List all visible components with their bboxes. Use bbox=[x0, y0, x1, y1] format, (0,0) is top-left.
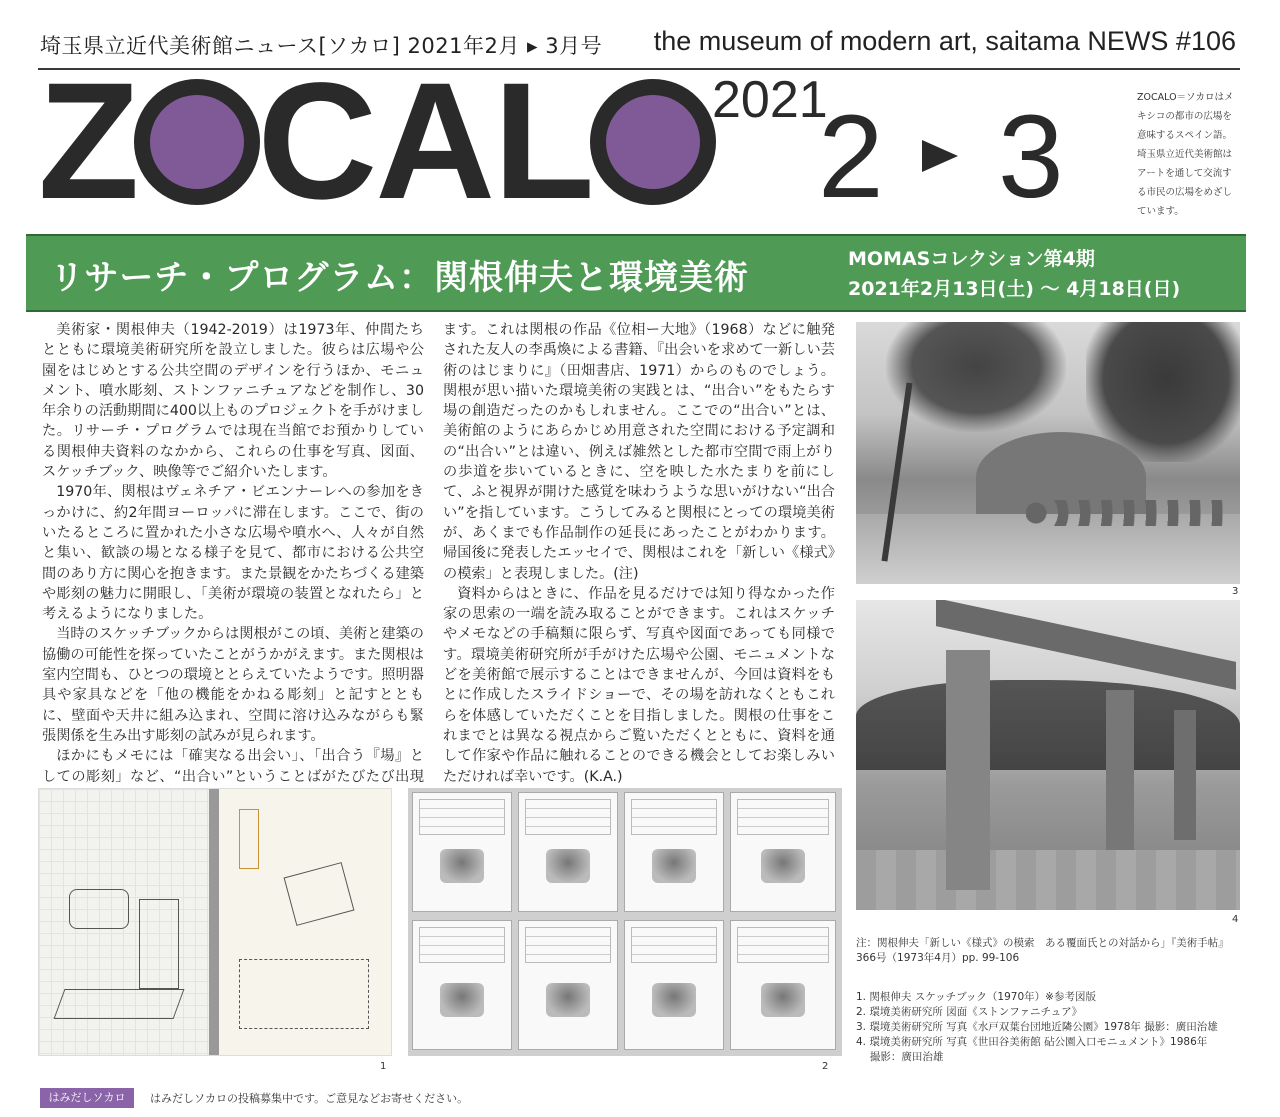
issue-arrow-icon bbox=[922, 140, 958, 172]
zocalo-note: ZOCALO＝ソカロはメキシコの都市の広場を意味するスペイン語。埼玉県立近代美術館はアートを通して交流する市民の広場をめざしています。 bbox=[1137, 92, 1234, 217]
sketch-mark bbox=[239, 809, 259, 869]
masthead-jp: 埼玉県立近代美術館ニュース[ソカロ] 2021年2月 ▸ 3月号 bbox=[40, 34, 603, 58]
zocalo-logo bbox=[38, 49, 713, 234]
photo-sketchbook bbox=[38, 788, 392, 1056]
photo-pillar bbox=[1106, 690, 1134, 850]
photo-rocks bbox=[1026, 500, 1226, 526]
masthead-en: the museum of modern art, saitama NEWS #106 bbox=[653, 26, 1236, 56]
article-paragraph: 当時のスケッチブックからは関根がこの頃、美術と建築の協働の可能性を探っていたことがうかがえます。また関根は室内空間も、ひとつの環境ととらえていたようです。照明器具や家具などを「他の機能をかねる彫刻」と記すとともに、壁面や天井に組み込まれ、空間に溶け込みながらも緊張関係を生み出す彫刻の試みが見られます。 bbox=[42, 626, 424, 744]
banner-title: リサーチ・プログラム：関根伸夫と環境美術 bbox=[50, 258, 749, 298]
photo-monument bbox=[856, 600, 1240, 910]
caption-item: 3. 環境美術研究所 写真《水戸双葉台団地近隣公園》1978年 撮影：廣田治雄 bbox=[856, 1021, 1218, 1033]
top-rule bbox=[38, 68, 1240, 70]
caption-item: 4. 環境美術研究所 写真《世田谷美術館 砧公園入口モニュメント》1986年 bbox=[856, 1036, 1208, 1048]
photo-number-4: 4 bbox=[1232, 914, 1239, 925]
photo-drawings bbox=[408, 788, 842, 1056]
caption-item: 撮影：廣田治雄 bbox=[856, 1051, 944, 1063]
photo-number-3: 3 bbox=[1232, 586, 1239, 597]
article-column-2 bbox=[443, 320, 835, 787]
photo-pillar bbox=[1174, 710, 1196, 840]
caption-item: 2. 環境美術研究所 図面《ストンファニチュア》 bbox=[856, 1006, 1083, 1018]
banner-collection: MOMASコレクション第4期 bbox=[848, 248, 1095, 270]
issue-month-from: 2 bbox=[818, 91, 884, 223]
sketch-mark bbox=[54, 989, 185, 1019]
photo-floor bbox=[856, 850, 1240, 910]
title-banner bbox=[26, 234, 1246, 312]
drawing-card bbox=[412, 792, 512, 912]
photo-tree bbox=[886, 322, 1066, 432]
article-column-1 bbox=[42, 320, 424, 807]
article-paragraph: ます。これは関根の作品《位相ー大地》（1968）などに触発された友人の李禹煥による書籍、『出会いを求めて一新しい芸術のはじまりに』（田畑書店、1971）からのものでしょう。関根が思い描いた環境美術の実践とは、“出合い”をもたらす場の創造だったのかもしれません。ここでの“出合い”とは、美術館のようにあらかじめ用意された空間における予定調和の“出合い”とは違い、例えば雑然とした都市空間で雨上がりの歩道を歩いているときに、空を映した水たまりを前にして、ふと視界が開けた感覚を味わうような思いがけない“出合い”を指しています。こうしてみると関根にとっての環境美術が、あくまでも作品制作の延長にあったことがわかります。帰国後に発表したエッセイで、関根はこれを「新しい《様式》の模索」と表現しました。(注) bbox=[443, 322, 835, 582]
caption-item: 1. 関根伸夫 スケッチブック（1970年）※参考図版 bbox=[856, 991, 1096, 1003]
sketch-mark bbox=[139, 899, 179, 989]
drawing-card bbox=[730, 792, 836, 912]
banner-dates: 2021年2月13日(土) ～ 4月18日(日) bbox=[848, 278, 1181, 300]
logo-letter-l: L bbox=[493, 49, 593, 234]
logo-o-circle bbox=[145, 90, 249, 194]
photo-captions bbox=[856, 990, 1240, 1065]
drawing-card bbox=[624, 920, 724, 1050]
hamidashi-badge: はみだしソカロ bbox=[40, 1088, 134, 1108]
footnote: 注：関根伸夫「新しい《様式》の模索 ある覆面氏との対話から」『美術手帖』366号（1973年4月）pp. 99-106 bbox=[856, 937, 1229, 964]
drawing-card bbox=[730, 920, 836, 1050]
photo-park bbox=[856, 322, 1240, 584]
hamidashi-text: はみだしソカロの投稿募集中です。ご意見などお寄せください。 bbox=[150, 1092, 469, 1105]
photo-number-1: 1 bbox=[380, 1061, 387, 1072]
photo-number-2: 2 bbox=[822, 1061, 829, 1072]
article-paragraph: 美術家・関根伸夫（1942-2019）は1973年、仲間たちとともに環境美術研究所を設立しました。彼らは広場や公園をはじめとする公共空間のデザインを行うほか、モニュメント、噴水彫刻、ストンファニチュアなどを制作し、30年余りの活動期間に400以上ものプロジェクトを手がけました。リサーチ・プログラムでは現在当館でお預かりしている関根伸夫資料のなかから、これらの仕事を写真、図面、スケッチブック、映像等でご紹介いたします。 bbox=[42, 322, 424, 481]
sketch-mark bbox=[69, 889, 129, 929]
issue-month-to: 3 bbox=[998, 91, 1064, 223]
article-paragraph: 資料からはときに、作品を見るだけでは知り得なかった作家の思索の一端を読み取ることができます。これはスケッチやメモなどの手稿類に限らず、写真や図面であっても同様です。環境美術研究所が手がけた広場や公園、モニュメントなどを美術館で展示することはできませんが、今回は資料をもとに作成したスライドショーで、その場を訪れなくともこれらを体感していただくことを目指しました。関根の仕事をこれまでとは異なる視点からご覧いただくとともに、資料を通して作家や作品に触れることのできる機会としてお楽しみいただければ幸いです。(K.A.) bbox=[443, 585, 835, 785]
logo-letter-a: A bbox=[375, 49, 494, 234]
drawing-card bbox=[518, 920, 618, 1050]
notebook-spine bbox=[209, 789, 219, 1055]
drawing-card bbox=[624, 792, 724, 912]
logo-o-circle-2 bbox=[601, 90, 705, 194]
logo-letter-c: C bbox=[257, 49, 376, 234]
photo-pillar bbox=[946, 650, 990, 890]
drawing-card bbox=[412, 920, 512, 1050]
article-paragraph: ほかにもメモには「確実なる出会い」、「出合う『場』としての彫刻」など、“出合い”ということばがたびたび出現 bbox=[42, 748, 424, 785]
drawing-card bbox=[518, 792, 618, 912]
logo-letter-z: Z bbox=[38, 49, 138, 234]
sketch-mark bbox=[239, 959, 369, 1029]
issue-year: 2021 bbox=[712, 71, 828, 129]
article-paragraph: 1970年、関根はヴェネチア・ビエンナーレへの参加をきっかけに、約2年間ヨーロッパに滞在します。ここで、街のいたるところに置かれた小さな広場や噴水へ、人々が自然と集い、歓談の場となる様子を見て、都市における公共空間のあり方に関心を抱きます。また景観をかたちづくる建築や彫刻の魅力に開眼し、「美術が環境の装置となれたら」と考えるようになりました。 bbox=[42, 484, 424, 623]
